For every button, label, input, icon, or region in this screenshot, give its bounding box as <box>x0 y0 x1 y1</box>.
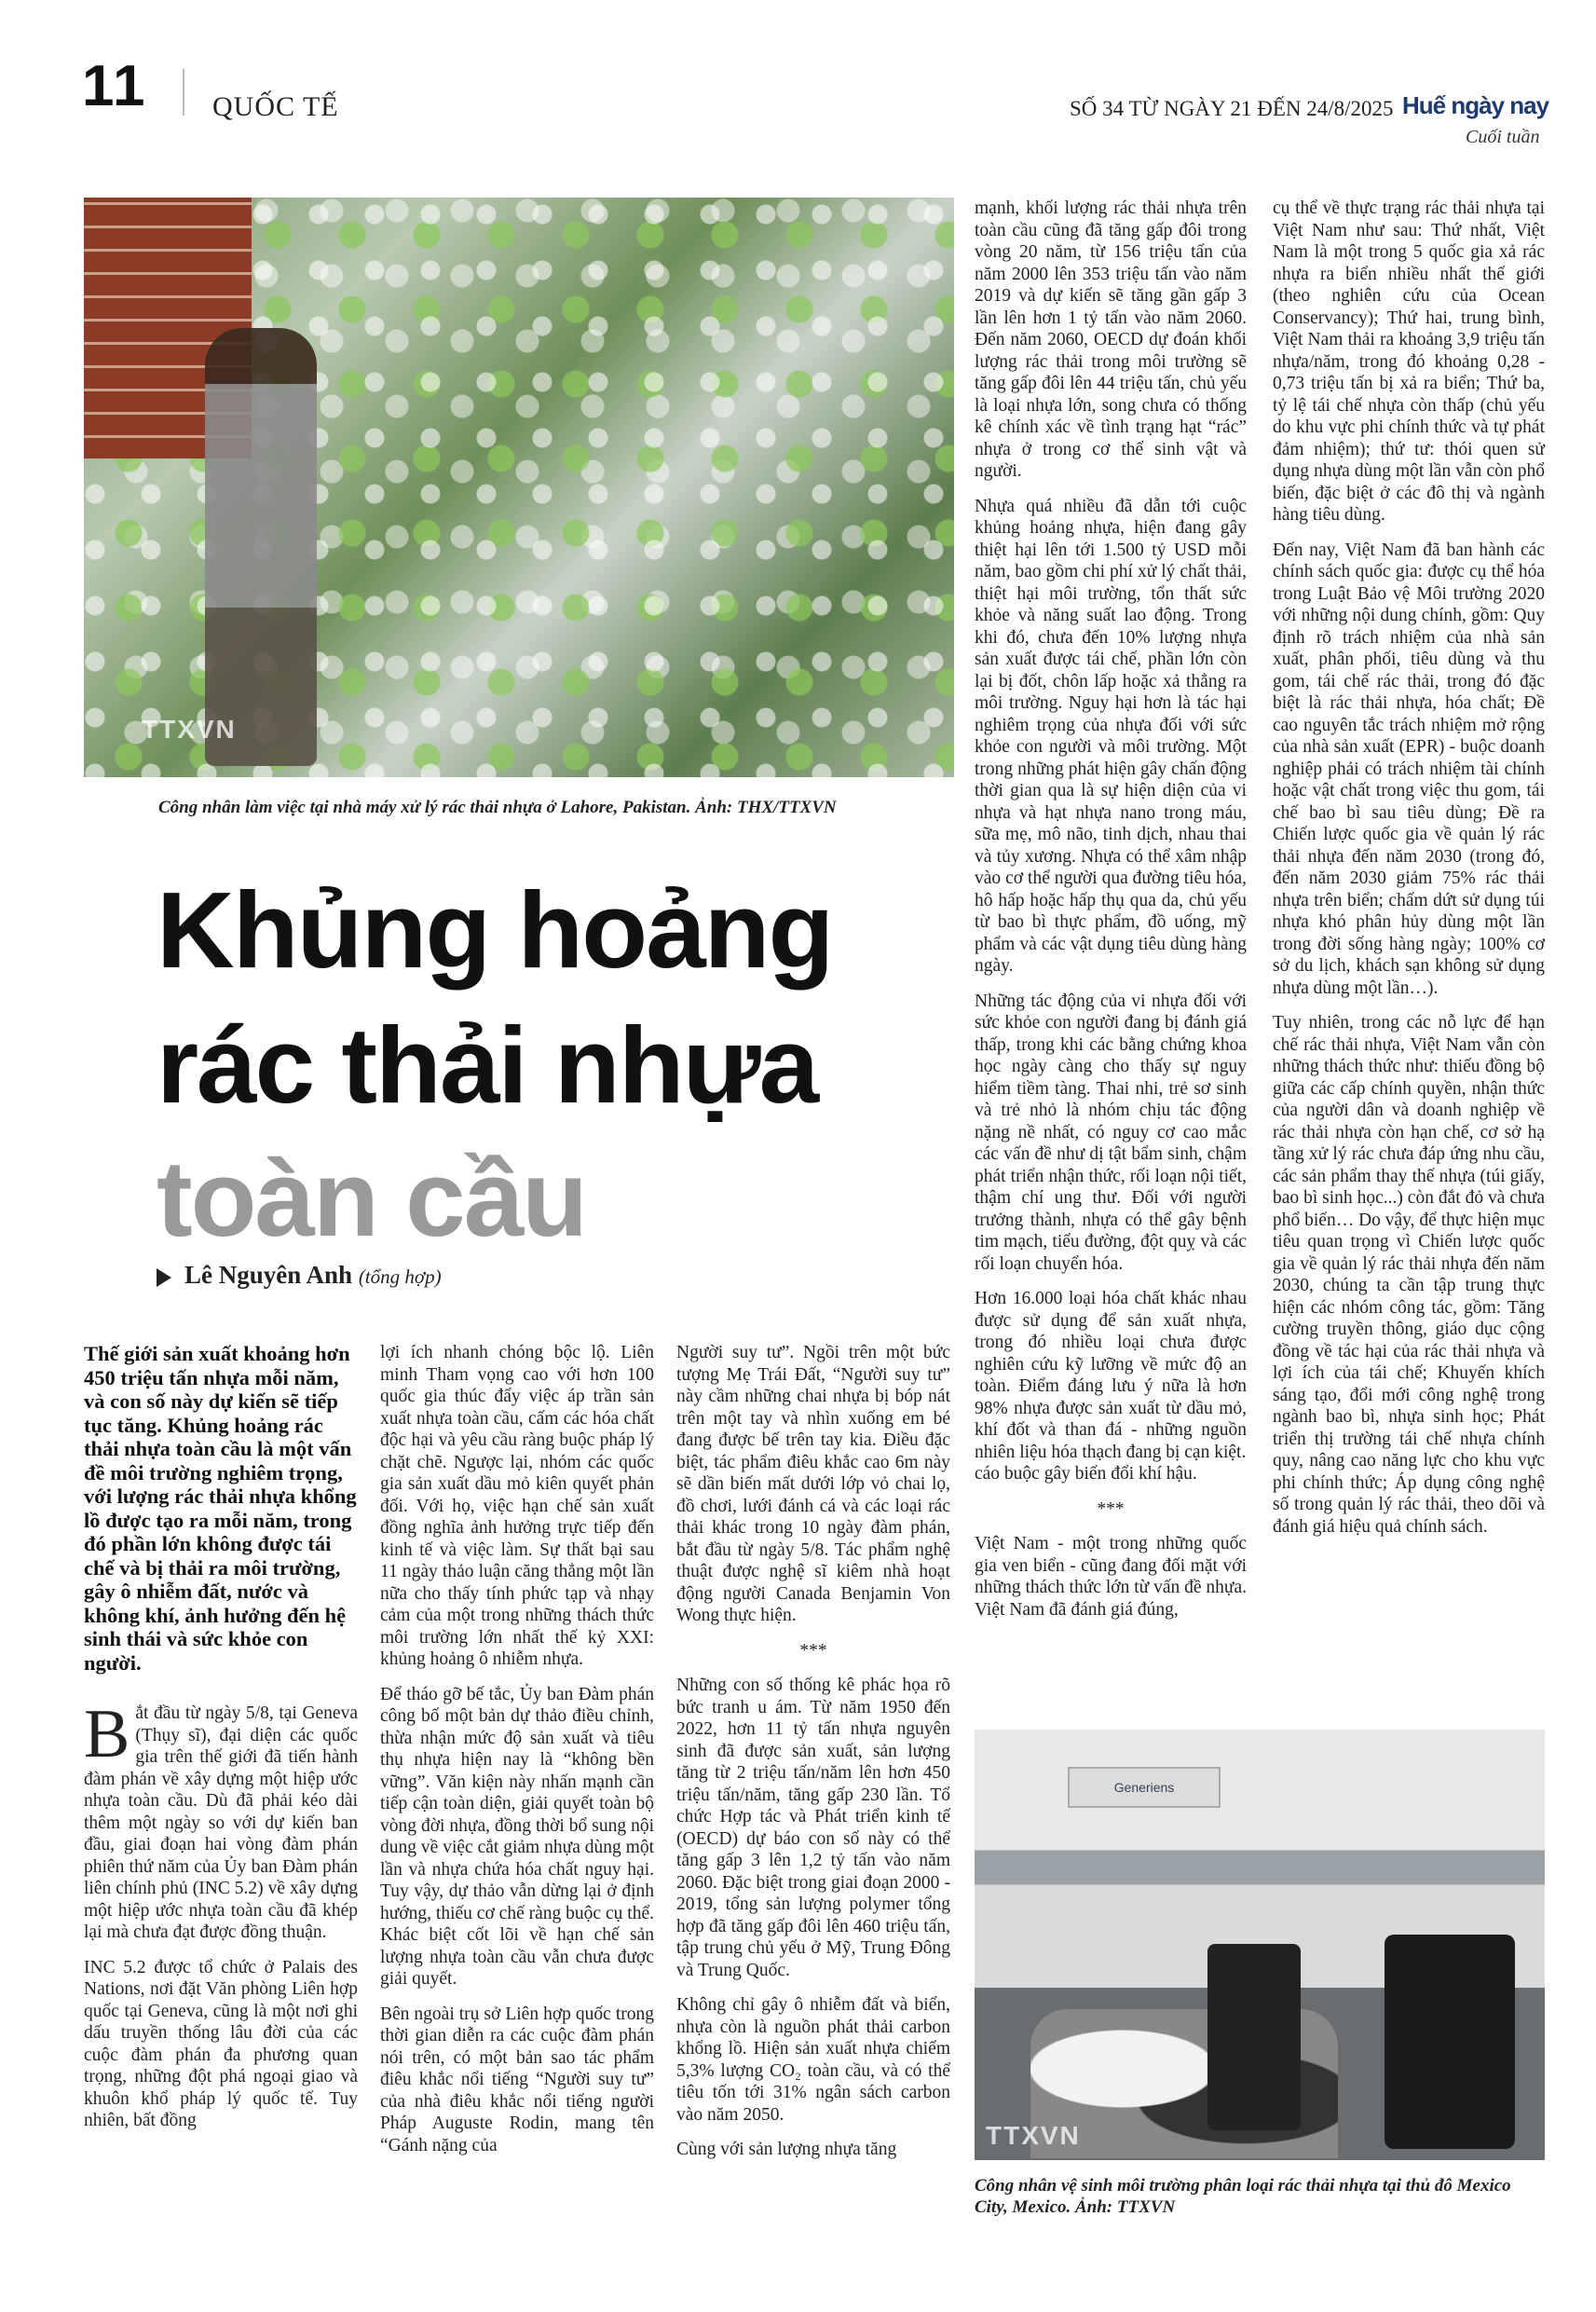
body-paragraph: Hơn 16.000 loại hóa chất khác nhau được sử dụng để sản xuất nhựa, trong đó nhiều loại chưa được nghiên cứu kỹ lưỡng về mức độ an toàn. Điểm đáng lưu ý nữa là hơn 98% nhựa được sản xuất từ dầu mỏ, khí đốt và than đá - những nguồn nhiên liệu hóa thạch đang bị cạn kiệt. <box>975 1289 1247 1462</box>
store-sign: Generiens <box>1068 1767 1221 1808</box>
drop-cap: B <box>84 1696 130 1772</box>
photo-caption: Công nhân vệ sinh môi trường phân loại rác thải nhựa tại thủ đô Mexico City, Mexico. Ảnh: TTXVN <box>975 2176 1511 2217</box>
body-paragraph: INC 5.2 được tổ chức ở Palais des Nations, nơi đặt Văn phòng Liên hợp quốc tại Geneva, cũng là một nơi ghi dấu truyền thống lâu đời của các cuộc đàm phán đa phương quan trọng, những đột phá ngoại giao và khuôn khổ pháp lý quốc tế. Tuy nhiên, bất đồng <box>84 1957 358 2130</box>
body-paragraph: Để tháo gỡ bế tắc, Ủy ban Đàm phán công bố một bản dự thảo điều chỉnh, thừa nhận mức độ sản xuất và tiêu thụ nhựa hiện nay là “không bền vững”. Văn kiện này nhấn mạnh cần tiếp cận toàn diện, giải quyết toàn bộ vòng đời nhựa, đồng thời bổ sung nội dung về việc cắt giảm nhựa dùng một lần và nhựa chứa hóa chất nguy hại. Tuy vậy, dự thảo vẫn dừng lại ở định hướng, thiếu cơ chế ràng buộc cụ thể. Khác biệt cốt lõi về hạn chế sản lượng nhựa toàn cầu vẫn chưa được giải quyết. <box>380 1684 654 1989</box>
column-2 <box>380 1342 654 2169</box>
publication-logo: Huế ngày nay <box>1402 91 1549 119</box>
plastic-factory-photo <box>84 198 954 777</box>
body-paragraph: Đến nay, Việt Nam đã ban hành các chính sách quốc gia: được cụ thể hóa trong Luật Bảo vệ Môi trường 2020 với những nội dung chính, gồm: Quy định rõ trách nhiệm của nhà sản xuất, phân phối, tiêu dùng và thu gom, tái chế rác thải, trong đó đặc biệt là rác thải nhựa, hóa chất; Đề cao nguyên tắc trách nhiệm mở rộng của nhà sản xuất (EPR) - buộc doanh nghiệp phải có trách nhiệm tài chính hoặc vật chất trong việc thu gom, tái chế bao bì sau tiêu dùng; Đề ra Chiến lược quốc gia về quản lý rác thải nhựa đến năm 2030 (trong đó, đến năm 2030 giảm 75% rác thải nhựa trên biển; chấm dứt sử dụng túi nhựa khó phân hủy dùng một lần trong đời sống hàng ngày; 100% cơ sở du lịch, khách sạn không sử dụng nhựa dùng một lần…). <box>1273 540 1545 998</box>
column-1 <box>84 1342 358 2145</box>
body-paragraph: Bên ngoài trụ sở Liên hợp quốc trong thời gian diễn ra các cuộc đàm phán nói trên, có một bản sao tác phẩm điêu khắc nổi tiếng “Người suy tư” của nhà điêu khắc nổi tiếng người Pháp Auguste Rodin, mang tên “Gánh nặng của <box>380 2004 654 2155</box>
body-paragraph: Việt Nam - một trong những quốc gia ven biển - cũng đang đối mặt với những thách thức lớn từ vấn đề nhựa. Việt Nam đã đánh giá đúng, <box>975 1534 1247 1620</box>
body-paragraph: mạnh, khối lượng rác thải nhựa trên toàn cầu cũng đã tăng gấp đôi trong vòng 20 năm, từ 156 triệu tấn của năm 2000 lên 353 triệu tấn vào năm 2019 và dự kiến sẽ tăng gần gấp 3 lần lên hơn 1 tỷ tấn vào năm 2060. Đến năm 2060, OECD dự đoán khối lượng rác thải trong môi trường sẽ tăng gấp đôi lên 44 triệu tấn, chủ yếu là loại nhựa lớn, song chưa có thống kê chính xác về tình trạng hạt “rác” nhựa ở trong cơ thể sinh vật và người. <box>975 198 1247 481</box>
lead-paragraph: Thế giới sản xuất khoảng hơn 450 triệu tấn nhựa mỗi năm, và con số này dự kiến sẽ tiếp tục tăng. Khủng hoảng rác thải nhựa toàn cầu là một vấn đề môi trường nghiêm trọng, với lượng rác thải nhựa khổng lồ được tạo ra mỗi năm, trong đó phần lớn không được tái chế và bị thải ra môi trường, gây ô nhiễm đất, nước và không khí, ảnh hưởng đến hệ sinh thái và sức khỏe con người. <box>84 1342 357 1675</box>
page-number: 11 <box>82 54 147 118</box>
publication-sub-logo: Cuối tuần <box>1466 127 1540 147</box>
body-paragraph: cụ thể về thực trạng rác thải nhựa tại Việt Nam như sau: Thứ nhất, Việt Nam là một trong 5 quốc gia xả rác nhựa ra biển nhiều nhất thế giới (theo nghiên cứu của Ocean Conservancy); Thứ hai, trung bình, Việt Nam thải ra khoảng 3,9 triệu tấn nhựa/năm, trong đó khoảng 0,28 - 0,73 triệu tấn bị xả ra biển; Thứ ba, tỷ lệ tái chế nhựa còn thấp (chủ yếu do khu vực phi chính thức và tự phát đảm nhiệm); thứ tư: thói quen sử dụng nhựa dùng một lần vẫn còn phổ biến, đặc biệt ở các đô thị và ngành hàng tiêu dùng. <box>1273 198 1545 525</box>
play-arrow-icon <box>157 1268 171 1287</box>
body-paragraph: Không chỉ gây ô nhiễm đất và biển, nhựa còn là nguồn phát thải carbon khổng lồ. Hiện sản xuất nhựa chiếm 5,3% lượng CO₂ toàn cầu, và có thể tiêu tốn tới 31% ngân sách carbon vào năm 2050. <box>676 1995 950 2125</box>
article-title-line-2: rác thải nhựa <box>157 1005 818 1126</box>
section-title: QUỐC TẾ <box>212 91 339 122</box>
body-paragraph: Những tác động của vi nhựa đối với sức khỏe con người đang bị đánh giá thấp, trong khi các bằng chứng khoa học ngày càng cho thấy sự nguy hiểm tiềm tàng. Thai nhi, trẻ sơ sinh và trẻ nhỏ là nhóm chịu tác động nặng nề nhất, có nguy cơ cao mắc các vấn đề như dị tật bẩm sinh, chậm phát triển nhận thức, rối loạn nội tiết, thậm chí ung thư. Đối với người trưởng thành, nhựa có thể gây bệnh tim mạch, tiểu đường, đột quỵ và các rối loạn chuyển hóa. <box>975 991 1247 1274</box>
body-paragraph: Nhựa quá nhiều đã dẫn tới cuộc khủng hoảng nhựa, hiện đang gây thiệt hại lên tới 1.500 tỷ USD mỗi năm, bao gồm chi phí xử lý chất thải, thiệt hại môi trường, tổn thất sức khỏe và năng suất lao động. Trong khi đó, chưa đến 10% lượng nhựa sản xuất được tái chế, phần lớn còn lại bị đốt, chôn lấp hoặc xả thẳng ra môi trường. Nguy hại hơn là tác hại nghiêm trọng của nhựa đối với sức khỏe con người và môi trường. Một trong những phát hiện gây chấn động thời gian qua là sự hiện diện của vi nhựa và hạt nhựa nano trong máu, sữa mẹ, mô não, tinh dịch, nhau thai và tủy xương. Nhựa có thể xâm nhập vào cơ thể người qua đường tiêu hóa, hô hấp hoặc hấp thụ qua da, chủ yếu từ bao bì thực phẩm, đồ uống, mỹ phẩm và các vật dụng tiêu dùng hàng ngày. <box>975 496 1247 976</box>
article-title-line-1: Khủng hoảng <box>157 869 833 991</box>
photo-watermark: TTXVN <box>142 715 237 744</box>
trash-bin <box>1207 1944 1301 2130</box>
issue-info: SỐ 34 TỪ NGÀY 21 ĐẾN 24/8/2025 <box>1070 97 1394 120</box>
body-paragraph: Những con số thống kê phác họa rõ bức tranh u ám. Từ năm 1950 đến 2022, hơn 11 tỷ tấn nhựa nguyên sinh đã được sản xuất, sản lượng tăng từ 2 triệu tấn/năm lên hơn 450 triệu tấn/năm, tăng gấp 230 lần. Tổ chức Hợp tác và Phát triển kinh tế (OECD) dự báo con số này có thể tăng gấp 3 lên 1,2 tỷ tấn vào năm 2060. Đặc biệt trong giai đoạn 2000 - 2019, tổng sản lượng polymer tổng hợp đã tăng gấp đôi lên 460 triệu tấn, tập trung chủ yếu ở Mỹ, Trung Đông và Trung Quốc. <box>676 1676 950 1980</box>
header-divider <box>183 69 184 116</box>
author-name: Lê Nguyên Anh <box>184 1261 353 1289</box>
body-paragraph: lợi ích nhanh chóng bộc lộ. Liên minh Tham vọng cao với hơn 100 quốc gia thúc đẩy việc áp trần sản xuất nhựa toàn cầu, cấm các hóa chất độc hại và yêu cầu ràng buộc pháp lý chặt chẽ. Ngược lại, nhóm các quốc gia sản xuất dầu mỏ kiên quyết phản đối. Với họ, việc hạn chế sản xuất đồng nghĩa ảnh hưởng trực tiếp đến kinh tế và việc làm. Sự thất bại sau 11 ngày thảo luận căng thẳng một lần nữa cho thấy tính phức tạp và nhạy cảm của một trong những thách thức môi trường lớn nhất thế kỷ XXI: khủng hoảng ô nhiễm nhựa. <box>380 1343 654 1669</box>
author-note: (tổng hợp) <box>358 1265 442 1288</box>
trash-bin <box>1385 1935 1515 2149</box>
column-4 <box>975 198 1247 1634</box>
section-separator: *** <box>1097 1498 1125 1519</box>
article-title-line-3: toàn cầu <box>157 1138 586 1259</box>
worker-figure <box>205 328 317 766</box>
column-5 <box>1273 198 1545 1551</box>
body-paragraph: Tuy nhiên, trong các nỗ lực để hạn chế rác thải nhựa, Việt Nam vẫn còn những thách thức như: thiếu đồng bộ giữa các cấp chính quyền, nhận thức của người dân và doanh nghiệp về rác thải nhựa còn hạn chế, cơ sở hạ tầng xử lý rác chưa đáp ứng nhu cầu, các sản phẩm thay thế nhựa (túi giấy, bao bì sinh học...) còn đắt đỏ và chưa phổ biến… Do vậy, để thực hiện mục tiêu quan trọng vì Chiến lược quốc gia về quản lý rác thải nhựa đến năm 2030, chúng ta cần tập trung thực hiện các nhóm công tác, gồm: Tăng cường truyền thông, giáo dục cộng đồng về tác hại của rác thải nhựa và lợi ích của tái chế; Khuyến khích sáng tạo, đổi mới công nghệ trong ngành bao bì, nhựa sinh học; Phát triển thị trường tái chế nhựa chính quy, nâng cao năng lực cho khu vực phi chính thức; Áp dụng công nghệ số trong quản lý rác thải, theo dõi và đánh giá hiệu quả chính sách. <box>1273 1013 1545 1537</box>
photo-watermark: TTXVN <box>986 2121 1081 2150</box>
body-paragraph: Bắt đầu từ ngày 5/8, tại Geneva (Thụy sĩ), đại diện các quốc gia trên thế giới đã tiến hành đàm phán về xây dựng một hiệp ước nhựa toàn cầu. Dù đã phải kéo dài thêm một ngày so với dự kiến ban đầu, giai đoạn hai vòng đàm phán phiên thứ năm của Ủy ban Đàm phán liên chính phủ (INC 5.2) về xây dựng một hiệp ước nhựa toàn cầu đã khép lại mà chưa đạt được đồng thuận. <box>84 1696 358 1942</box>
section-separator: *** <box>799 1640 827 1661</box>
byline <box>157 1261 442 1290</box>
body-paragraph: cáo buộc gây biến đổi khí hậu. <box>975 1464 1197 1484</box>
column-3 <box>676 1342 950 2174</box>
body-paragraph: Cùng với sản lượng nhựa tăng <box>676 2140 897 2159</box>
body-paragraph: Người suy tư”. Ngồi trên một bức tượng Mẹ Trái Đất, “Người suy tư” này cầm những chai nhựa bị bóp nát trên một tay và nhìn xuống em bé đang được bế trên tay kia. Điều đặc biệt, tác phẩm điêu khắc cao 6m này sẽ dần biến mất dưới lớp vỏ chai lọ, đồ chơi, lưới đánh cá và các loại rác thải khác trong 10 ngày đàm phán, bắt đầu từ ngày 5/8. Tác phẩm nghệ thuật được nghệ sĩ kiêm nhà hoạt động người Canada Benjamin Von Wong thực hiện. <box>676 1343 950 1625</box>
photo-caption: Công nhân làm việc tại nhà máy xử lý rác thải nhựa ở Lahore, Pakistan. Ảnh: THX/TTXVN <box>158 798 837 817</box>
mexico-city-workers-photo <box>975 1730 1545 2160</box>
